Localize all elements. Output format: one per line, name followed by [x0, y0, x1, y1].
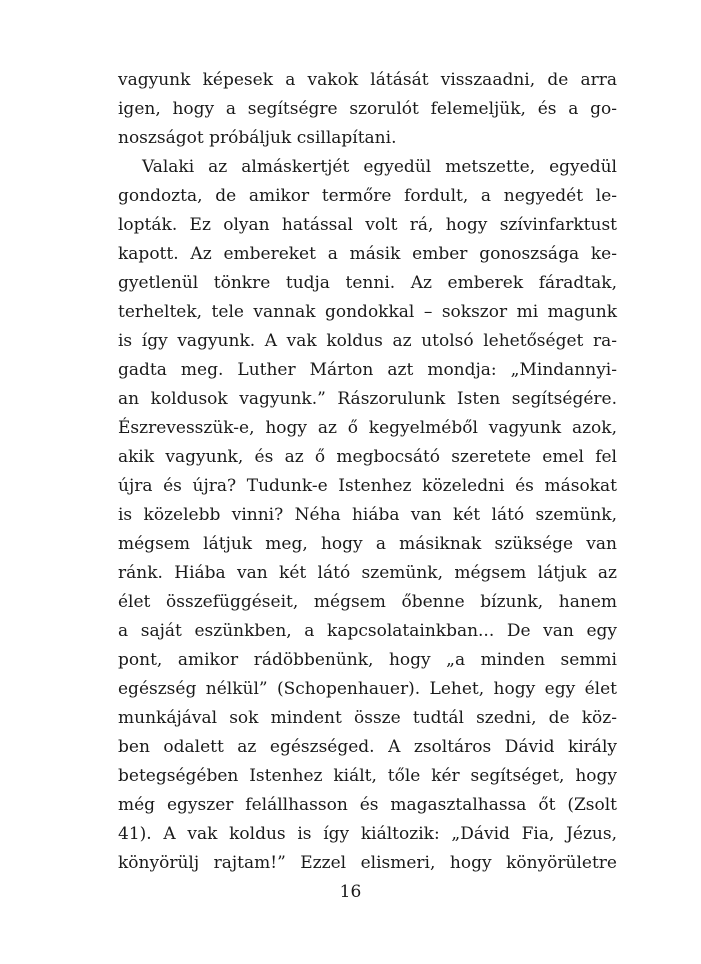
text-line: mégsem látjuk meg, hogy a másiknak szüksége van	[118, 534, 617, 554]
text-line: kapott. Az embereket a másik ember gonoszsága ke-	[118, 244, 617, 264]
text-line: an koldusok vagyunk.” Rászorulunk Isten segítségére.	[118, 389, 617, 409]
text-line: a saját eszünkben, a kapcsolatainkban... De van egy	[118, 621, 617, 641]
text-line: terheltek, tele vannak gondokkal – sokszor mi magunk	[118, 302, 617, 322]
text-line: ben odalett az egészséged. A zsoltáros Dávid király	[118, 737, 617, 757]
text-line: Valaki az almáskertjét egyedül metszette, egyedül	[142, 157, 617, 177]
text-line: gadta meg. Luther Márton azt mondja: „Mindannyi-	[118, 360, 617, 380]
text-line: egészség nélkül” (Schopenhauer). Lehet, hogy egy élet	[118, 679, 617, 699]
text-line: lopták. Ez olyan hatással volt rá, hogy szívinfarktust	[118, 215, 617, 235]
text-line: még egyszer felállhasson és magasztalhassa őt (Zsolt	[118, 795, 617, 815]
text-line: 41). A vak koldus is így kiáltozik: „Dávid Fia, Jézus,	[118, 824, 617, 844]
text-line: gyetlenül tönkre tudja tenni. Az emberek fáradtak,	[118, 273, 617, 293]
text-line: noszságot próbáljuk csillapítani.	[118, 128, 397, 148]
text-line: is közelebb vinni? Néha hiába van két látó szemünk,	[118, 505, 617, 525]
paragraph	[118, 66, 617, 153]
text-line: akik vagyunk, és az ő megbocsátó szeretete emel fel	[118, 447, 617, 467]
text-line: élet összefüggéseit, mégsem őbenne bízunk, hanem	[118, 592, 617, 612]
text-line: munkájával sok mindent össze tudtál szedni, de köz-	[118, 708, 617, 728]
text-line: is így vagyunk. A vak koldus az utolsó lehetőséget ra-	[118, 331, 617, 351]
text-line: pont, amikor rádöbbenünk, hogy „a minden semmi	[118, 650, 617, 670]
text-line: könyörülj rajtam!” Ezzel elismeri, hogy könyörületre	[118, 853, 617, 873]
paragraph	[118, 153, 617, 878]
text-line: vagyunk képesek a vakok látását visszaadni, de arra	[118, 70, 617, 90]
page-number: 16	[339, 882, 362, 902]
text-line: ránk. Hiába van két látó szemünk, mégsem látjuk az	[118, 563, 617, 583]
body-text	[118, 66, 617, 878]
text-line: betegségében Istenhez kiált, tőle kér segítséget, hogy	[118, 766, 617, 786]
text-line: újra és újra? Tudunk-e Istenhez közeledni és másokat	[118, 476, 617, 496]
text-line: gondozta, de amikor termőre fordult, a negyedét le-	[118, 186, 617, 206]
text-line: Észrevesszük-e, hogy az ő kegyelméből vagyunk azok,	[118, 418, 617, 438]
text-line: igen, hogy a segítségre szorulót felemeljük, és a go-	[118, 99, 617, 119]
